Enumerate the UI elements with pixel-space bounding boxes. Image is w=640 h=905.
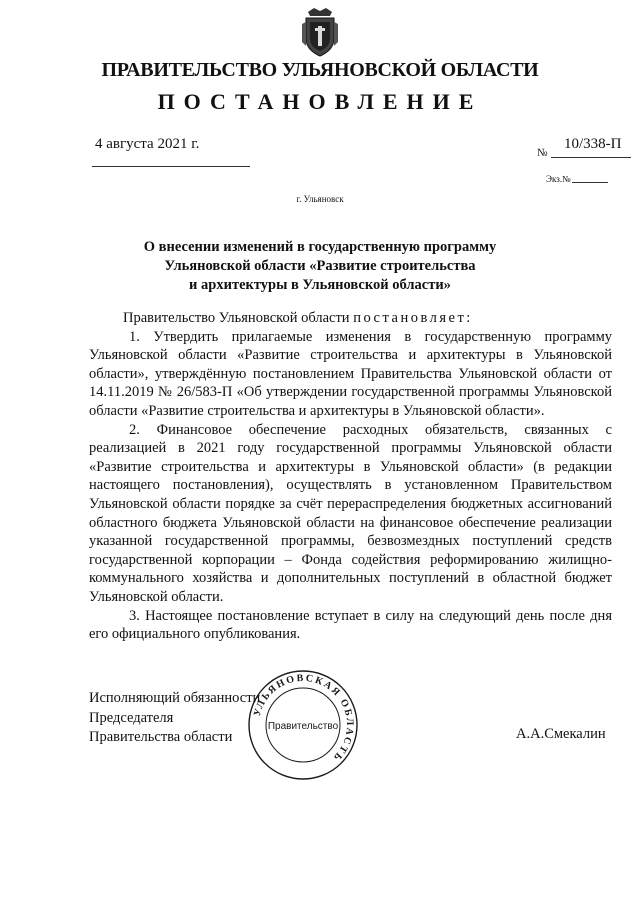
signatory-name: А.А.Смекалин (516, 726, 606, 742)
date-underline (92, 166, 250, 167)
stamp-center-text: Правительство (267, 721, 339, 732)
signatory-line: Председателя (89, 709, 174, 726)
signatory-line: Исполняющий обязанности (89, 690, 261, 706)
copy-number-underline (572, 182, 608, 183)
document-date: 4 августа 2021 г. (95, 136, 200, 152)
paragraph-2: 2. Финансовое обеспечение расходных обязательств, связанных с реализацией в 2021 году государственной программы Ульяновской области «Развитие строительства и архитектуры в Ульяновской области» (в редакции настоящего постановления), осуществлять в установленном Правительством Ульяновской области порядке за счёт перераспределения бюджетных ассигнований областного бюджета Ульяновской области на финансовое обеспечение реализации указанной государственной программы, безвозмездных поступлений средств государственной корпорации – Фонда содействия реформированию жилищно-коммунального хозяйства и дополнительных поступлений в областной бюджет Ульяновской области. (89, 421, 612, 605)
preamble-verb: постановляет: (353, 310, 473, 326)
ulyanovsk-coat-of-arms-icon (300, 6, 340, 58)
document-type-title: ПОСТАНОВЛЕНИЕ (157, 89, 483, 114)
city: г. Ульяновск (296, 194, 344, 204)
stamp-ring-text: УЛЬЯНОВСКАЯ ОБЛАСТЬ (251, 672, 356, 764)
document-body (89, 309, 612, 644)
preamble (89, 309, 612, 328)
preamble-text: Правительство Ульяновской области (123, 310, 354, 326)
government-title: ПРАВИТЕЛЬСТВО УЛЬЯНОВСКОЙ ОБЛАСТИ (101, 59, 539, 81)
number-prefix: № (537, 147, 548, 159)
document-number: 10/338-П (564, 136, 622, 152)
paragraph-1: 1. Утвердить прилагаемые изменения в государственную программу Ульяновской области «Развитие строительства и архитектуры в Ульяновской области», утверждённую постановлением Правительства Ульяновской области от 14.11.2019 № 26/583-П «Об утверждении государственной программы Ульяновской области «Развитие строительства и архитектуры в Ульяновской области». (89, 328, 612, 419)
subject-line: и архитектуры в Ульяновской области» (189, 277, 451, 293)
number-underline (551, 157, 631, 158)
copy-number-label: Экз.№ (546, 174, 571, 184)
signatory-title (89, 689, 260, 748)
subject-line: Ульяновской области «Развитие строительства (164, 258, 476, 274)
paragraph-3: 3. Настоящее постановление вступает в силу на следующий день после дня его официального опубликования. (89, 607, 612, 643)
official-stamp (246, 668, 360, 782)
document-subject (120, 238, 520, 295)
subject-line: О внесении изменений в государственную программу (143, 239, 497, 255)
signatory-line: Правительства области (89, 729, 233, 746)
